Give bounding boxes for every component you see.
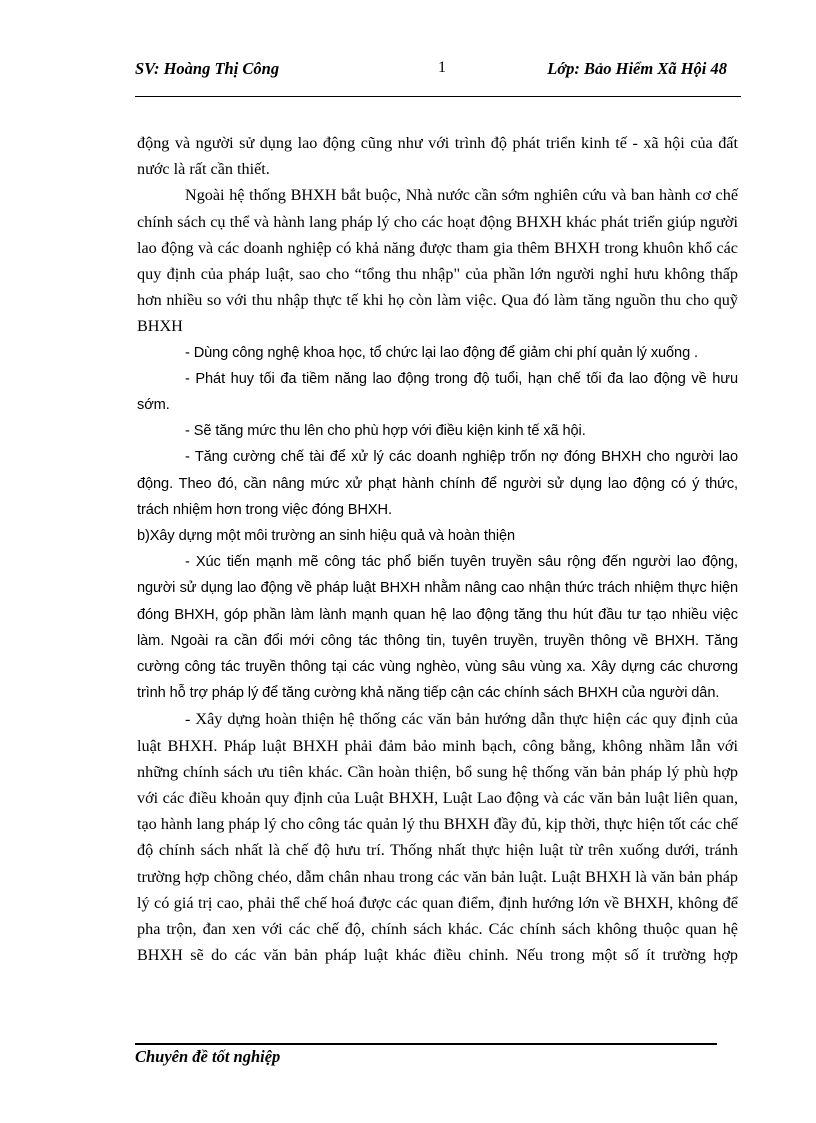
header-divider — [135, 96, 741, 97]
bullet-increase-rate: - Sẽ tăng mức thu lên cho phù hợp với điều kiện kinh tế xã hội. — [185, 423, 586, 440]
footer-label: Chuyên đề tốt nghiệp — [135, 1047, 281, 1066]
bullet-sanctions: - Tăng cường chế tài để xử lý các doanh nghiệp trốn nợ đóng BHXH cho người lao động. Theo đó, cần nâng mức xử phạt hành chính để người sử dụng lao động có ý thức, trách nhiệm hơn trong việc đóng BHXH. — [137, 449, 738, 518]
bullet-legal-framework: - Xây dựng hoàn thiện hệ thống các văn bản hướng dẫn thực hiện các quy định của luật BHXH. Pháp luật BHXH phải đảm bảo minh bạch, công bằng, không nhầm lẫn với những chính sách ưu tiên khác. Cần hoàn thiện, bổ sung hệ thống văn bản pháp lý phù hợp với các điều khoản quy định của Luật BHXH, Luật Lao động và các văn bản luật liên quan, tạo hành lang pháp lý cho công tác quản lý thu BHXH đầy đủ, kịp thời, thực hiện tốt các chế độ chính sách nhất là chế độ hưu trí. Thống nhất thực hiện luật từ trên xuống dưới, tránh trường hợp chồng chéo, dẫm chân nhau trong các văn bản luật. Luật BHXH là văn bản pháp lý có giá trị cao, phải thể chế hoá được các quan điểm, định hướng lớn về BHXH, không để pha trộn, đan xen với các chế độ, chính sách khác. Các chính sách không thuộc quan hệ BHXH sẽ do các văn bản pháp luật khác điều chỉnh. Nếu trong một số ít trường hợp — [137, 710, 738, 965]
bullet-propaganda: - Xúc tiến mạnh mẽ công tác phổ biến tuyên truyền sâu rộng đến người lao động, người sử dụng lao động về pháp luật BHXH nhằm nâng cao nhận thức trách nhiệm thực hiện đóng BHXH, góp phần làm lành mạnh quan hệ lao động tăng thu hút đầu tư tạo nhiều việc làm. Ngoài ra cần đổi mới công tác thông tin, tuyên truyền, truyền thông về BHXH. Tăng cường công tác truyền thông tại các vùng nghèo, vùng sâu vùng xa. Xây dựng các chương trình hỗ trợ pháp lý để tăng cường khả năng tiếp cận các chính sách BHXH của người dân. — [137, 554, 738, 702]
bullet-labor-potential: - Phát huy tối đa tiềm năng lao động trong độ tuổi, hạn chế tối đa lao động về hưu sớm. — [137, 370, 738, 414]
header-page-number: 1 — [438, 59, 446, 76]
header-student-name: SV: Hoàng Thị Công — [135, 59, 280, 78]
paragraph-continuation: động và người sử dụng lao động cũng như với trình độ phát triển kinh tế - xã hội của đất nước là rất cần thiết. — [137, 134, 738, 179]
document-body — [137, 130, 738, 969]
section-heading-b: b)Xây dựng một môi trường an sinh hiệu quả và hoàn thiện — [137, 528, 516, 545]
paragraph-voluntary-insurance: Ngoài hệ thống BHXH bắt buộc, Nhà nước cần sớm nghiên cứu và ban hành cơ chế chính sách cụ thể và hành lang pháp lý cho các hoạt động BHXH khác phát triển giúp người lao động và các doanh nghiệp có khả năng được tham gia thêm BHXH trong khuôn khổ các quy định của pháp luật, sao cho “tổng thu nhập" của phần lớn người nghỉ hưu không thấp hơn nhiều so với thu nhập thực tế khi họ còn làm việc. Qua đó làm tăng nguồn thu cho quỹ BHXH — [137, 186, 738, 336]
footer-divider — [135, 1043, 717, 1045]
page-header — [135, 55, 741, 83]
bullet-technology: - Dùng công nghệ khoa học, tổ chức lại lao động để giảm chi phí quản lý xuống . — [185, 344, 698, 361]
header-class-name: Lớp: Bảo Hiểm Xã Hội 48 — [547, 59, 727, 78]
